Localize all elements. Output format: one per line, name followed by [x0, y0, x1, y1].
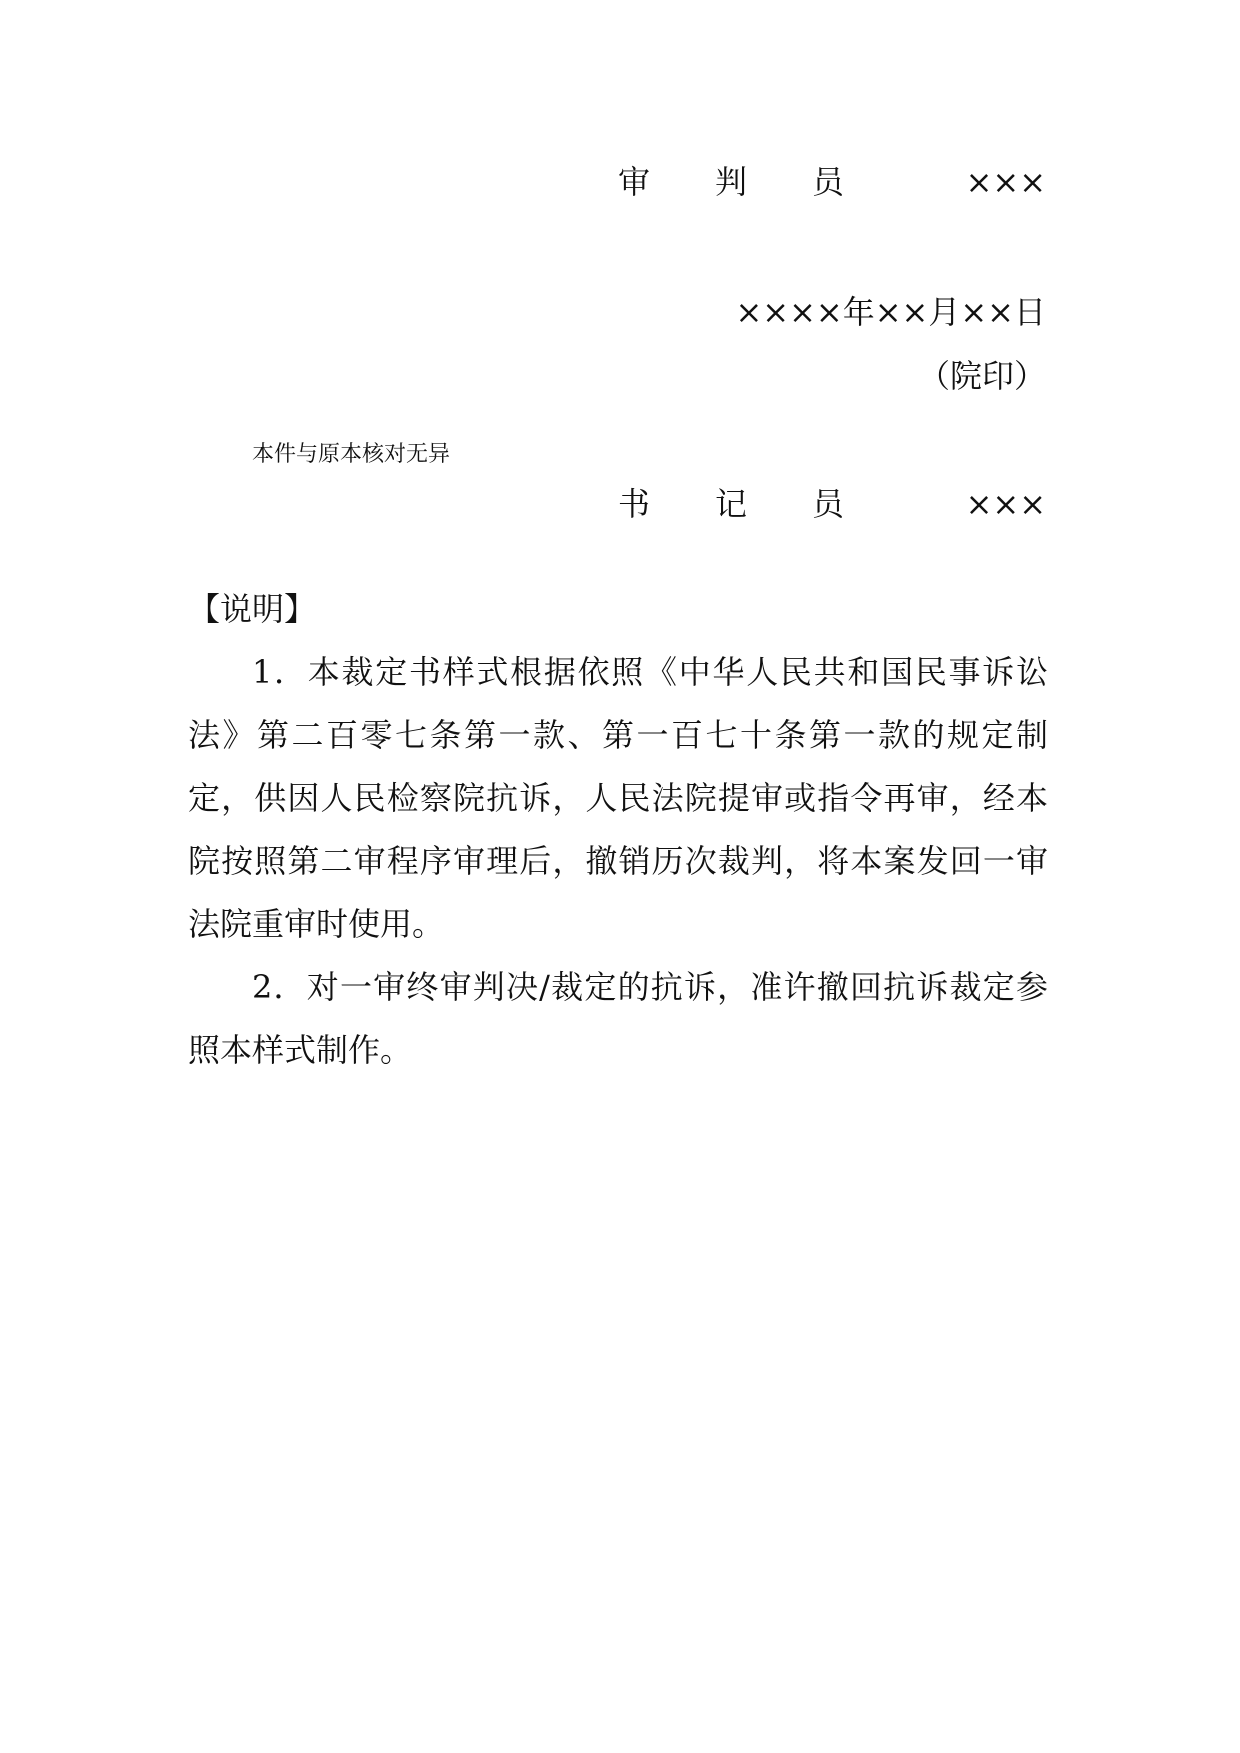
- notes-heading: 【说明】: [188, 590, 317, 628]
- clerk-signature-row: [618, 482, 1046, 526]
- judge-signature-row: [618, 160, 1046, 204]
- notes-paragraph-1: 1．本裁定书样式根据依照《中华人民共和国民事诉讼法》第二百零七条第一款、第一百七十条第一款的规定制定，供因人民检察院抗诉，人民法院提审或指令再审，经本院按照第二审程序审理后，撤销历次裁判，将本案发回一审法院重审时使用。: [188, 653, 1048, 943]
- notes-section: [188, 578, 1048, 1082]
- clerk-title-char-2: 记: [715, 485, 748, 523]
- judge-title-char-2: 判: [715, 163, 748, 201]
- judge-name: ×××: [965, 163, 1046, 201]
- clerk-title-char-3: 员: [812, 485, 845, 523]
- clerk-name: ×××: [965, 485, 1046, 523]
- notes-paragraph-2: 2．对一审终审判决/裁定的抗诉，准许撤回抗诉裁定参照本样式制作。: [188, 968, 1048, 1069]
- copy-verification-note: 本件与原本核对无异: [252, 442, 451, 467]
- judge-title-char-3: 员: [812, 163, 845, 201]
- judgment-date: ××××年××月××日: [735, 293, 1046, 331]
- judge-title-char-1: 审: [618, 163, 651, 201]
- date-block: [600, 290, 1046, 400]
- clerk-title-char-1: 书: [618, 485, 651, 523]
- court-seal-note: （院印）: [917, 357, 1046, 395]
